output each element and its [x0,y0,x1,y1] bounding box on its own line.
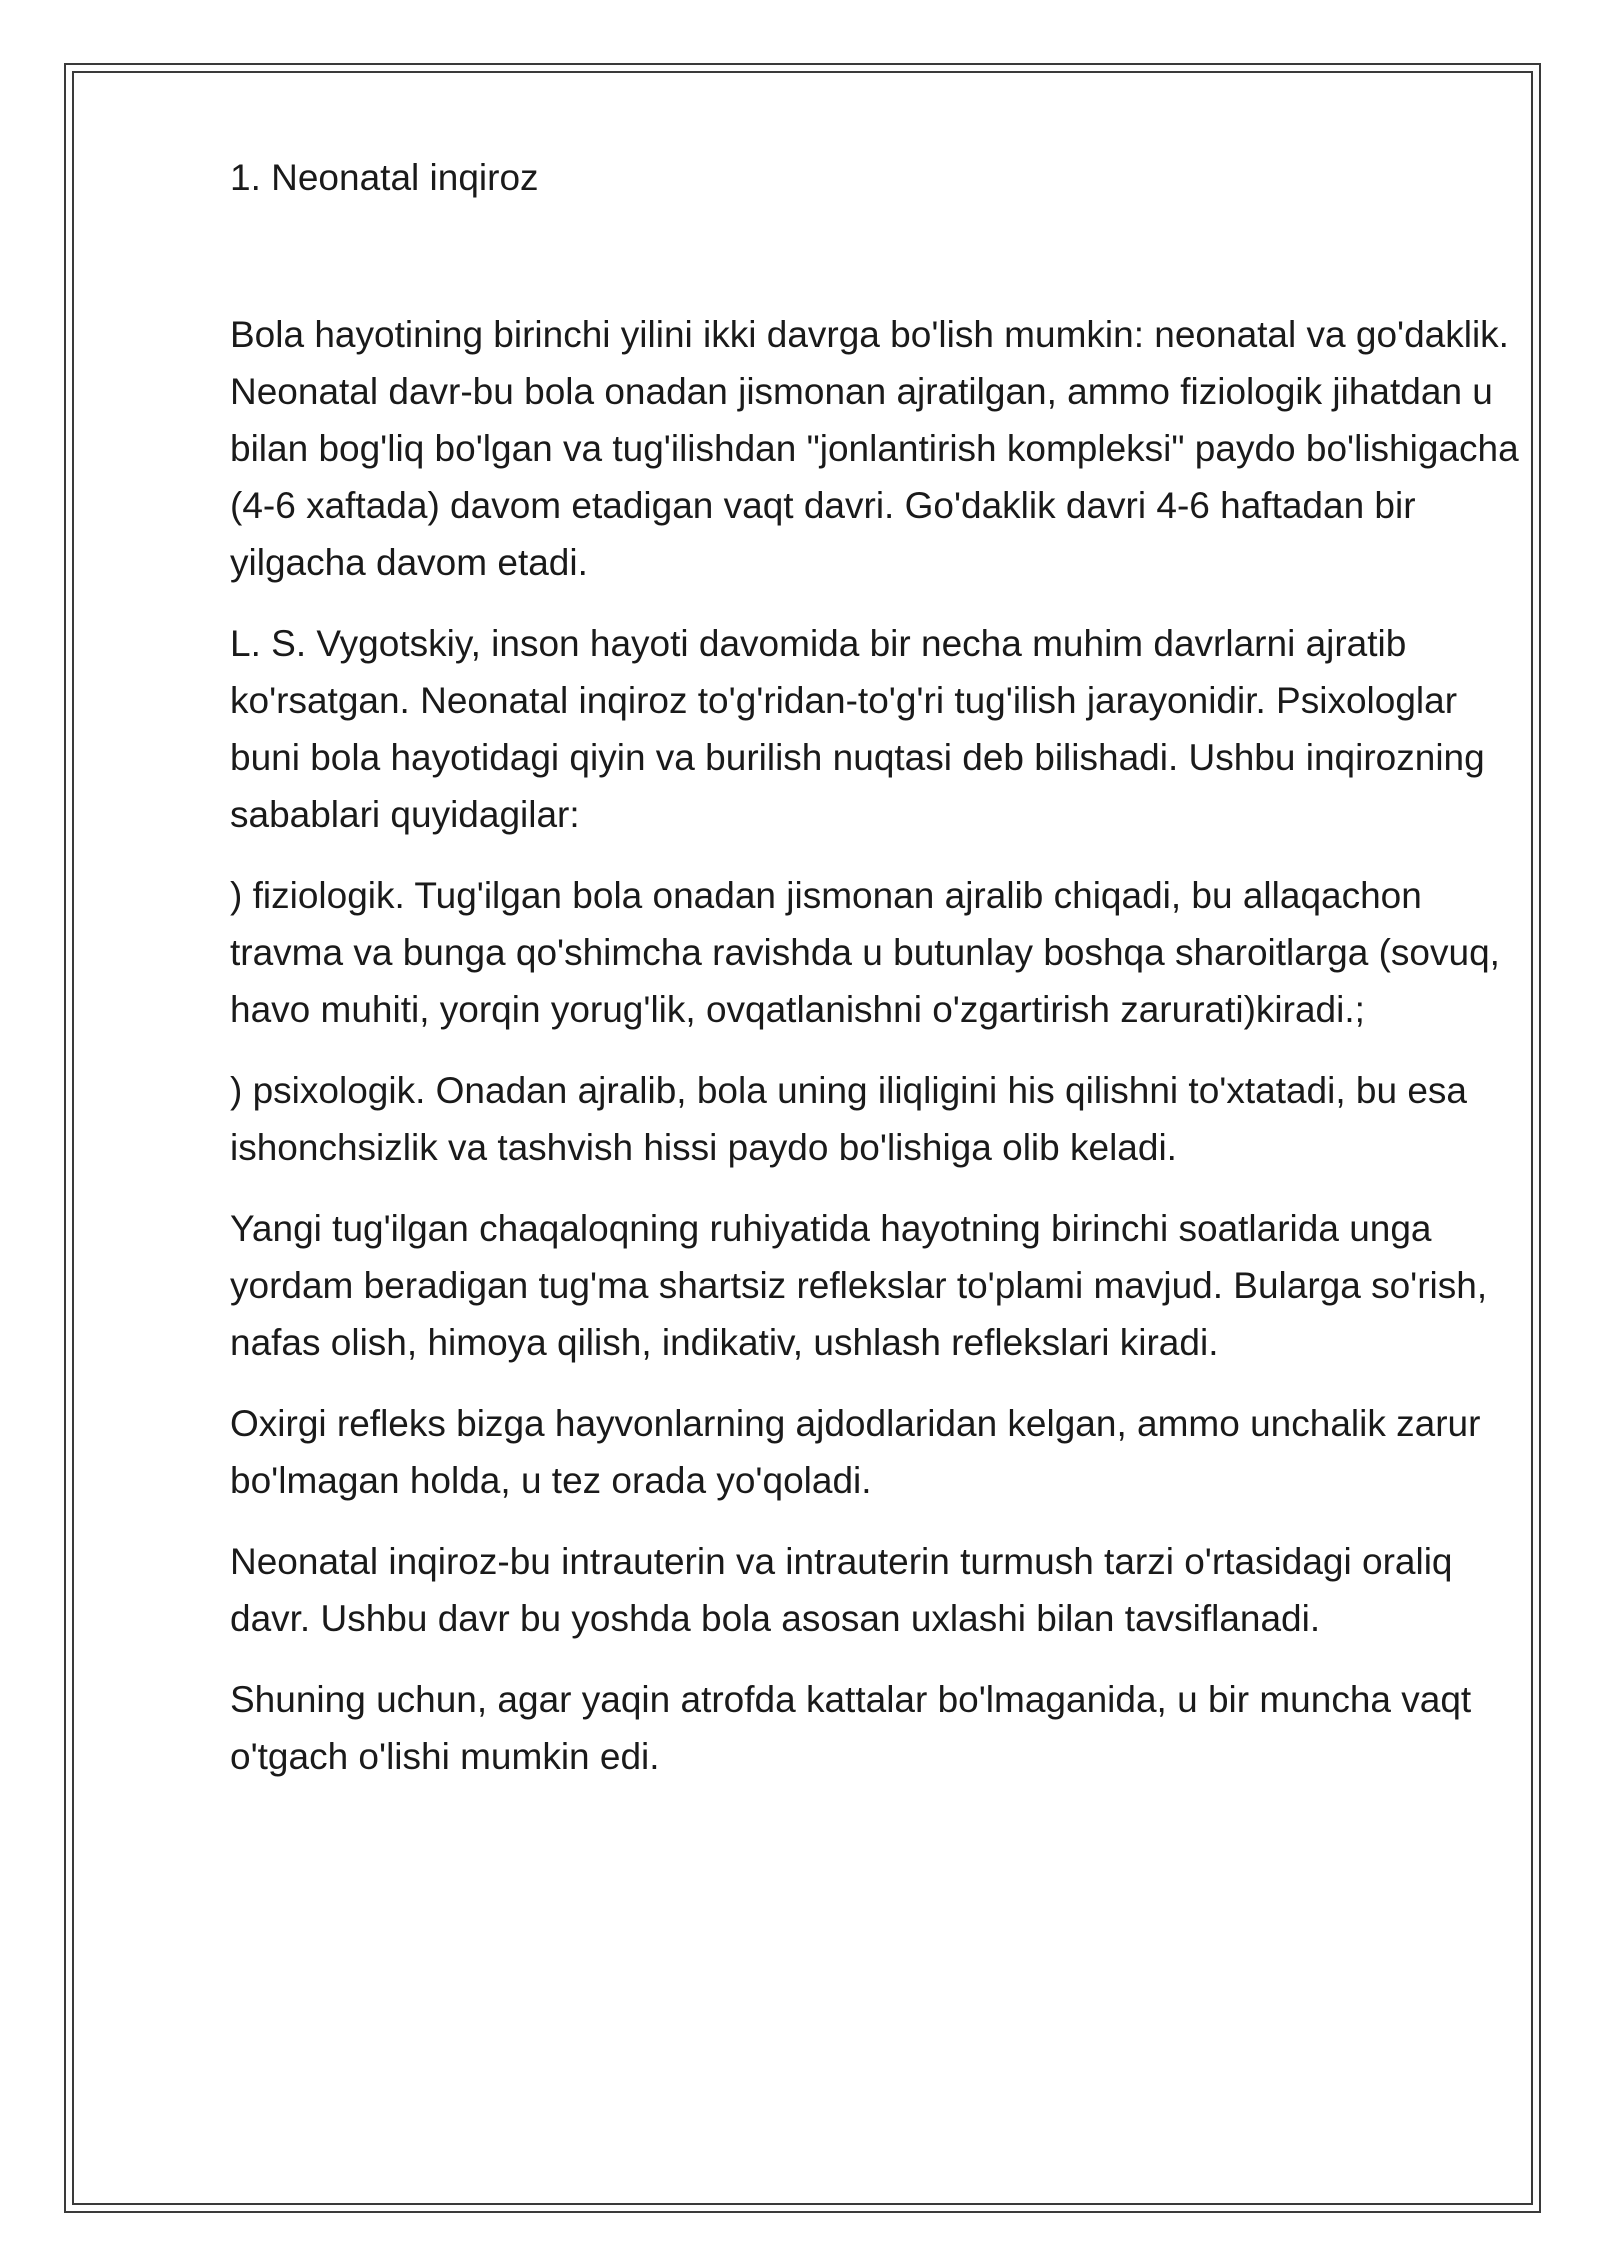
document-title: 1. Neonatal inqiroz [230,157,539,198]
paragraph-2: L. S. Vygotskiy, inson hayoti davomida bir necha muhim davrlarni ajratib ko'rsatgan. Neonatal inqiroz to'g'ridan-to'g'ri tug'ilish jarayonidir. Psixologlar buni bola hayotidagi qiyin va burilish nuqtasi deb bilishadi. Ushbu inqirozning sabablari quyidagilar: [230,623,1485,835]
paragraph-5: Yangi tug'ilgan chaqaloqning ruhiyatida hayotning birinchi soatlarida unga yordam beradigan tug'ma shartsiz reflekslar to'plami mavjud. Bularga so'rish, nafas olish, himoya qilish, indikativ, ushlash reflekslari kiradi. [230,1208,1488,1363]
document-body [230,150,1520,1809]
paragraph-3: ) fiziologik. Tug'ilgan bola onadan jismonan ajralib chiqadi, bu allaqachon travma va bunga qo'shimcha ravishda u butunlay boshqa sharoitlarga (sovuq, havo muhiti, yorqin yorug'lik, ovqatlanishni o'zgartirish zarurati)kiradi.; [230,875,1500,1030]
paragraph-1: Bola hayotining birinchi yilini ikki davrga bo'lish mumkin: neonatal va go'daklik. Neonatal davr-bu bola onadan jismonan ajratilgan, ammo fiziologik jihatdan u bilan bog'liq bo'lgan va tug'ilishdan "jonlantirish kompleksi" paydo bo'lishigacha (4-6 xaftada) davom etadigan vaqt davri. Go'daklik davri 4-6 haftadan bir yilgacha davom etadi. [230,314,1519,583]
paragraph-6: Oxirgi refleks bizga hayvonlarning ajdodlaridan kelgan, ammo unchalik zarur bo'lmagan holda, u tez orada yo'qoladi. [230,1403,1481,1501]
paragraph-4: ) psixologik. Onadan ajralib, bola uning iliqligini his qilishni to'xtatadi, bu esa ishonchsizlik va tashvish hissi paydo bo'lishiga olib keladi. [230,1070,1468,1168]
paragraph-8: Shuning uchun, agar yaqin atrofda kattalar bo'lmaganida, u bir muncha vaqt o'tgach o'lishi mumkin edi. [230,1679,1472,1777]
paragraph-7: Neonatal inqiroz-bu intrauterin va intrauterin turmush tarzi o'rtasidagi oraliq davr. Ushbu davr bu yoshda bola asosan uxlashi bilan tavsiflanadi. [230,1541,1453,1639]
